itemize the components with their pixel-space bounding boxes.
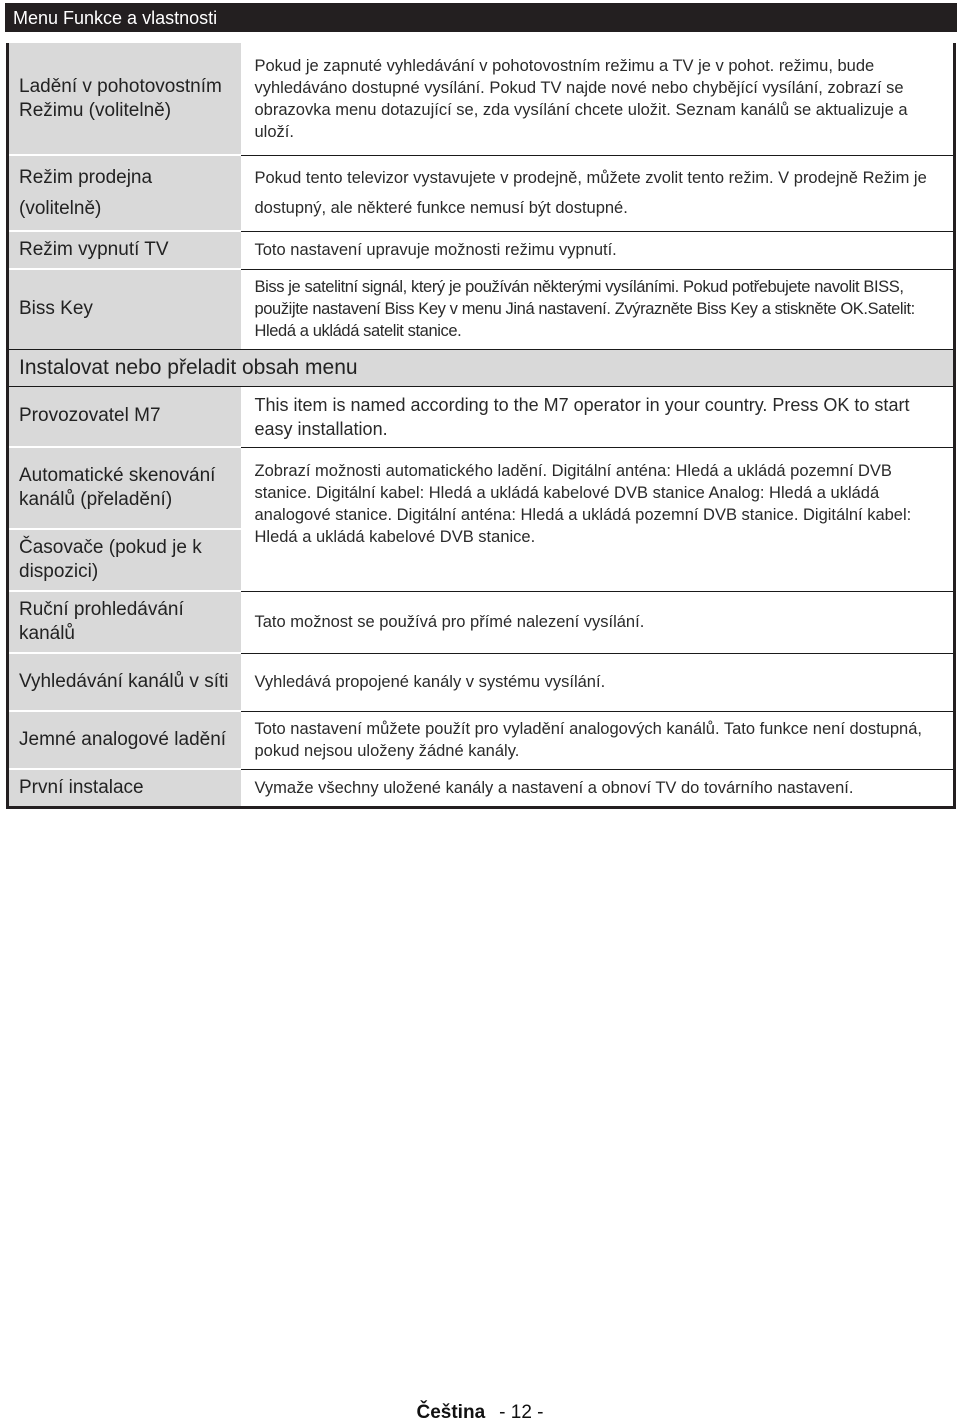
row-label: Automatické skenování kanálů (přeladění) [8, 447, 241, 529]
row-label: První instalace [8, 769, 241, 808]
header-title: Menu Funkce a vlastnosti [13, 8, 218, 28]
row-description: This item is named according to the M7 operator in your country. Press OK to start easy installation. [254, 394, 910, 439]
row-label: Ladění v pohotovostním Režimu (volitelně) [8, 43, 241, 155]
page-header [5, 3, 957, 32]
row-description: Toto nastavení můžete použít pro vyladění analogových kanálů. Tato funkce není dostupná, pokud nejsou uloženy žádné kanály. [241, 711, 955, 769]
row-description: Pokud tento televizor vystavujete v prodejně, můžete zvolit tento režim. V prodejně Režim je dostupný, ale některé funkce nemusí být dostupné. [241, 155, 955, 231]
row-label: Ruční prohledávání kanálů [8, 591, 241, 653]
row-description: Vymaže všechny uložené kanály a nastavení a obnoví TV do továrního nastavení. [241, 769, 955, 808]
row-description: Toto nastavení upravuje možnosti režimu vypnutí. [241, 231, 955, 269]
table-row [8, 269, 955, 349]
table-row [8, 711, 955, 769]
row-description: Pokud je zapnuté vyhledávání v pohotovostním režimu a TV je v pohot. režimu, bude vyhledáváno dostupné vysílání. Pokud TV najde nové nebo chybějící vysílání, zobrazí se obrazovka menu dotazující se, zda vysílání chcete uložit. Seznam kanálů se aktualizuje a uloží. [254, 56, 908, 141]
row-label: Časovače (pokud je k dispozici) [8, 529, 241, 591]
table-row [8, 231, 955, 269]
row-label: Jemné analogové ladění [8, 711, 241, 769]
page-number: - 12 - [499, 1402, 544, 1423]
table-row [8, 653, 955, 711]
table-row [8, 43, 955, 155]
section-row [8, 349, 955, 386]
table-row [8, 591, 955, 653]
table-row [8, 447, 955, 529]
row-label: Biss Key [8, 269, 241, 349]
row-label: Režim prodejna (volitelně) [8, 155, 241, 231]
row-description: Vyhledává propojené kanály v systému vysílání. [241, 653, 955, 711]
row-label: Provozovatel M7 [8, 386, 241, 447]
row-description: Biss je satelitní signál, který je používán některými vysíláními. Pokud potřebujete navolit BISS, použijte nastavení Biss Key v menu Jiná nastavení. Zvýrazněte Biss Key a stiskněte OK.Satelit: Hledá a ukládá satelit stanice. [241, 269, 955, 349]
row-description: Zobrazí možnosti automatického ladění. Digitální anténa: Hledá a ukládá pozemní DVB stanice. Digitální kabel: Hledá a ukládá kabelové DVB stanice Analog: Hledá a ukládá analogové stanice. Digitální anténa: Hledá a ukládá pozemní DVB stanice. Digitální kabel: Hledá a ukládá kabelové DVB stanice. [241, 447, 955, 591]
feature-table [6, 43, 956, 809]
table-row [8, 769, 955, 808]
section-title: Instalovat nebo přeladit obsah menu [8, 349, 955, 386]
footer-language: Čeština [416, 1402, 486, 1423]
page-footer [0, 1402, 960, 1424]
table-row [8, 386, 955, 447]
row-label: Režim vypnutí TV [8, 231, 241, 269]
row-label: Vyhledávání kanálů v síti [8, 653, 241, 711]
table-row [8, 155, 955, 231]
row-description: Tato možnost se používá pro přímé nalezení vysílání. [241, 591, 955, 653]
